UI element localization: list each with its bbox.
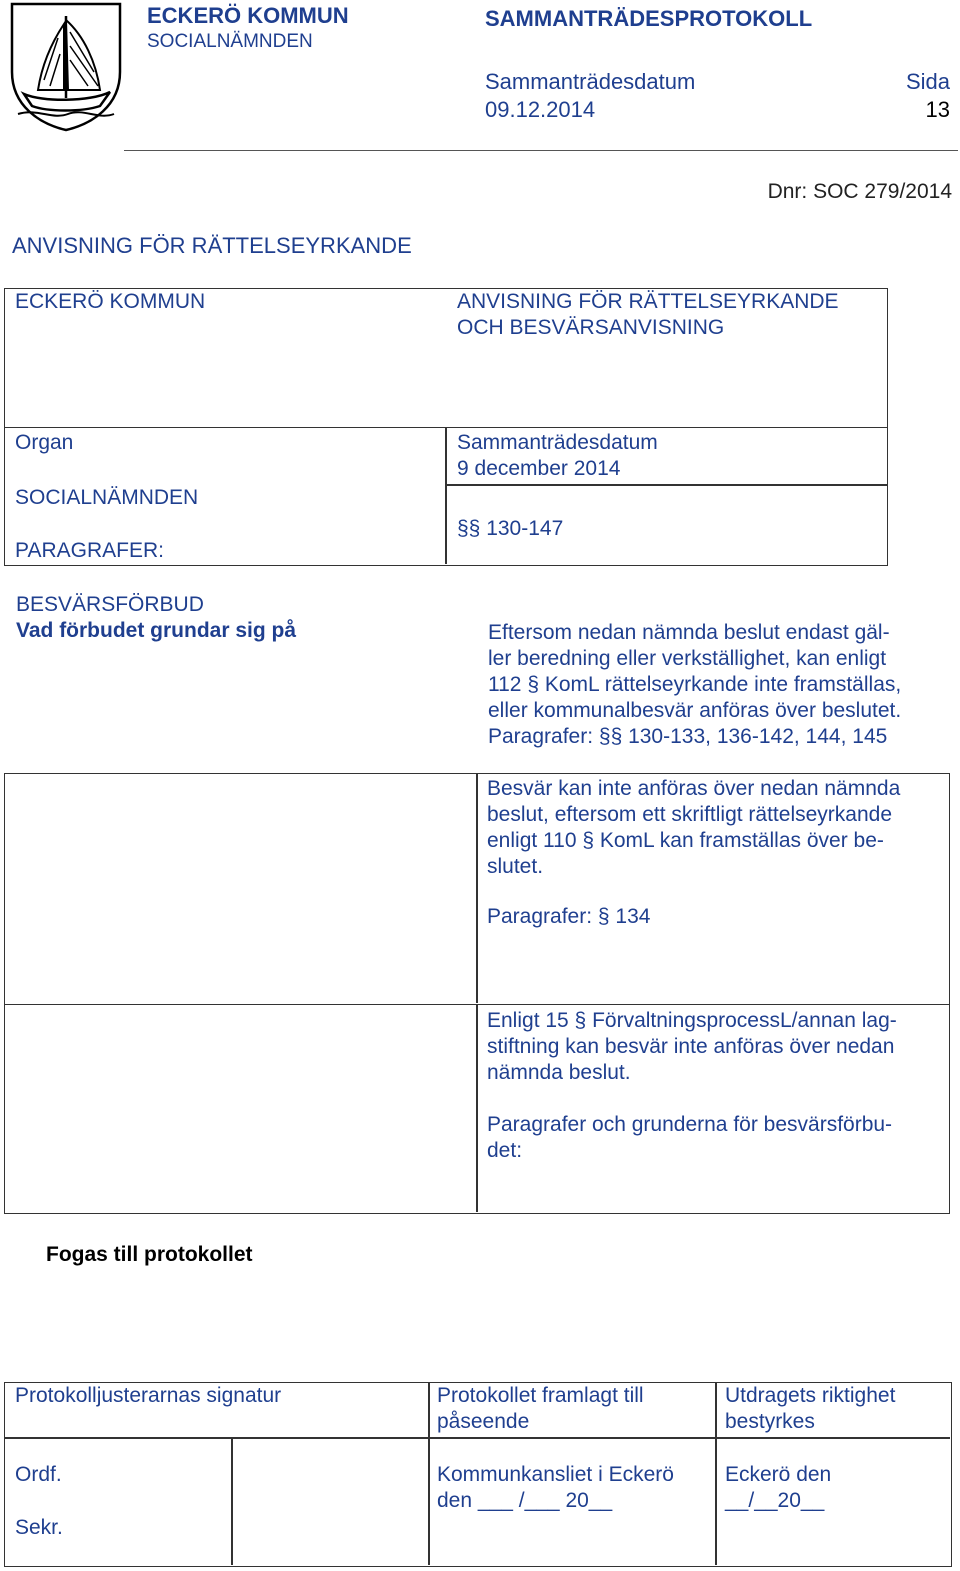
block1-line: Eftersom nedan nämnda beslut endast gäl- xyxy=(488,621,890,644)
sig-col3-header-line2: bestyrkes xyxy=(725,1410,815,1433)
sig-col3-header-line1: Utdragets riktighet xyxy=(725,1384,896,1407)
fogas-till-protokollet: Fogas till protokollet xyxy=(46,1243,253,1266)
block1-line: 112 § KomL rättelseyrkande inte framställas, xyxy=(488,673,902,696)
besvarsforbud-block2-box xyxy=(4,773,950,1005)
block3-paragrafer xyxy=(487,1112,892,1164)
header-date-value: 09.12.2014 xyxy=(485,97,596,122)
header-organization xyxy=(147,3,349,52)
block3-line: nämnda beslut. xyxy=(487,1061,631,1084)
organ-value: SOCIALNÄMNDEN xyxy=(15,486,199,509)
sig-divider xyxy=(715,1383,717,1565)
besvarsforbud-subheading: Vad förbudet grundar sig på xyxy=(16,619,297,642)
block1-line: eller kommunalbesvär anföras över beslutet. xyxy=(488,699,902,722)
block3-line: stiftning kan besvär inte anföras över nedan xyxy=(487,1035,895,1058)
sig-col2-header-line2: påseende xyxy=(437,1410,530,1433)
block2-line: slutet. xyxy=(487,855,544,878)
header-committee: SOCIALNÄMNDEN xyxy=(147,31,313,52)
besvarsforbud-block3-box xyxy=(4,1004,950,1214)
organ-label: Organ xyxy=(15,431,74,454)
block2-line: enligt 110 § KomL kan framställas över be- xyxy=(487,829,884,852)
block3-text xyxy=(487,1008,897,1086)
header-org-name: ECKERÖ KOMMUN xyxy=(147,3,349,28)
header-page-label: Sida xyxy=(905,69,950,94)
sig-col2-value-line2: den ___ /___ 20__ xyxy=(437,1489,613,1512)
block3-line: Enligt 15 § FörvaltningsprocessL/annan lag- xyxy=(487,1009,897,1032)
meeting-date-value: 9 december 2014 xyxy=(457,457,621,480)
signature-table xyxy=(4,1382,952,1567)
block2-line: beslut, eftersom ett skriftligt rättelseyrkande xyxy=(487,803,892,826)
organ-box xyxy=(4,428,888,566)
document-reference: Dnr: SOC 279/2014 xyxy=(767,180,952,203)
header-document-type: SAMMANTRÄDESPROTOKOLL xyxy=(485,6,813,31)
header-date-block xyxy=(485,68,695,124)
meeting-date-label: Sammanträdesdatum xyxy=(457,431,658,454)
sig-col2-value-line1: Kommunkansliet i Eckerö xyxy=(437,1463,674,1486)
municipality-crest-logo xyxy=(8,2,124,132)
box-heading-line1: ANVISNING FÖR RÄTTELSEYRKANDE xyxy=(457,290,839,313)
sig-sekr: Sekr. xyxy=(15,1516,63,1539)
besvarsforbud-heading: BESVÄRSFÖRBUD xyxy=(16,593,204,616)
block2-paragrafer: Paragrafer: § 134 xyxy=(487,905,651,928)
page-title: ANVISNING FÖR RÄTTELSEYRKANDE xyxy=(12,233,412,258)
sig-divider xyxy=(231,1437,233,1565)
sig-divider xyxy=(428,1383,430,1565)
block1-paragrafer: Paragrafer: §§ 130-133, 136-142, 144, 145 xyxy=(488,725,888,748)
paragrafer-label: PARAGRAFER: xyxy=(15,539,164,562)
instruction-header-box xyxy=(4,288,888,428)
block2-divider xyxy=(476,774,478,1003)
organ-box-hline xyxy=(445,484,887,486)
block1-line: ler beredning eller verkställighet, kan enligt xyxy=(488,647,887,670)
sig-col3-value-line2: __/__20__ xyxy=(725,1489,825,1512)
box-org-name: ECKERÖ KOMMUN xyxy=(15,290,206,313)
block3-divider xyxy=(476,1004,478,1212)
sig-col3-value-line1: Eckerö den xyxy=(725,1463,832,1486)
sig-col1-header: Protokolljusterarnas signatur xyxy=(15,1384,282,1407)
header-divider xyxy=(124,150,958,151)
sig-col2-header-line1: Protokollet framlagt till xyxy=(437,1384,644,1407)
block2-line: Besvär kan inte anföras över nedan nämnda xyxy=(487,777,901,800)
block3-paragrafer-line: Paragrafer och grunderna för besvärsförbu- xyxy=(487,1113,893,1136)
header-date-label: Sammanträdesdatum xyxy=(485,69,696,94)
header-page-block xyxy=(906,68,950,124)
block3-paragrafer-line: det: xyxy=(487,1139,523,1162)
sig-hline xyxy=(5,1437,950,1439)
besvarsforbud-block1 xyxy=(488,620,901,750)
header-page-number: 13 xyxy=(925,97,950,122)
box-heading-line2: OCH BESVÄRSANVISNING xyxy=(457,316,725,339)
sig-ordf: Ordf. xyxy=(15,1463,62,1486)
organ-box-divider xyxy=(445,428,447,564)
block2-text xyxy=(487,776,900,880)
paragrafer-value: §§ 130-147 xyxy=(457,517,564,540)
